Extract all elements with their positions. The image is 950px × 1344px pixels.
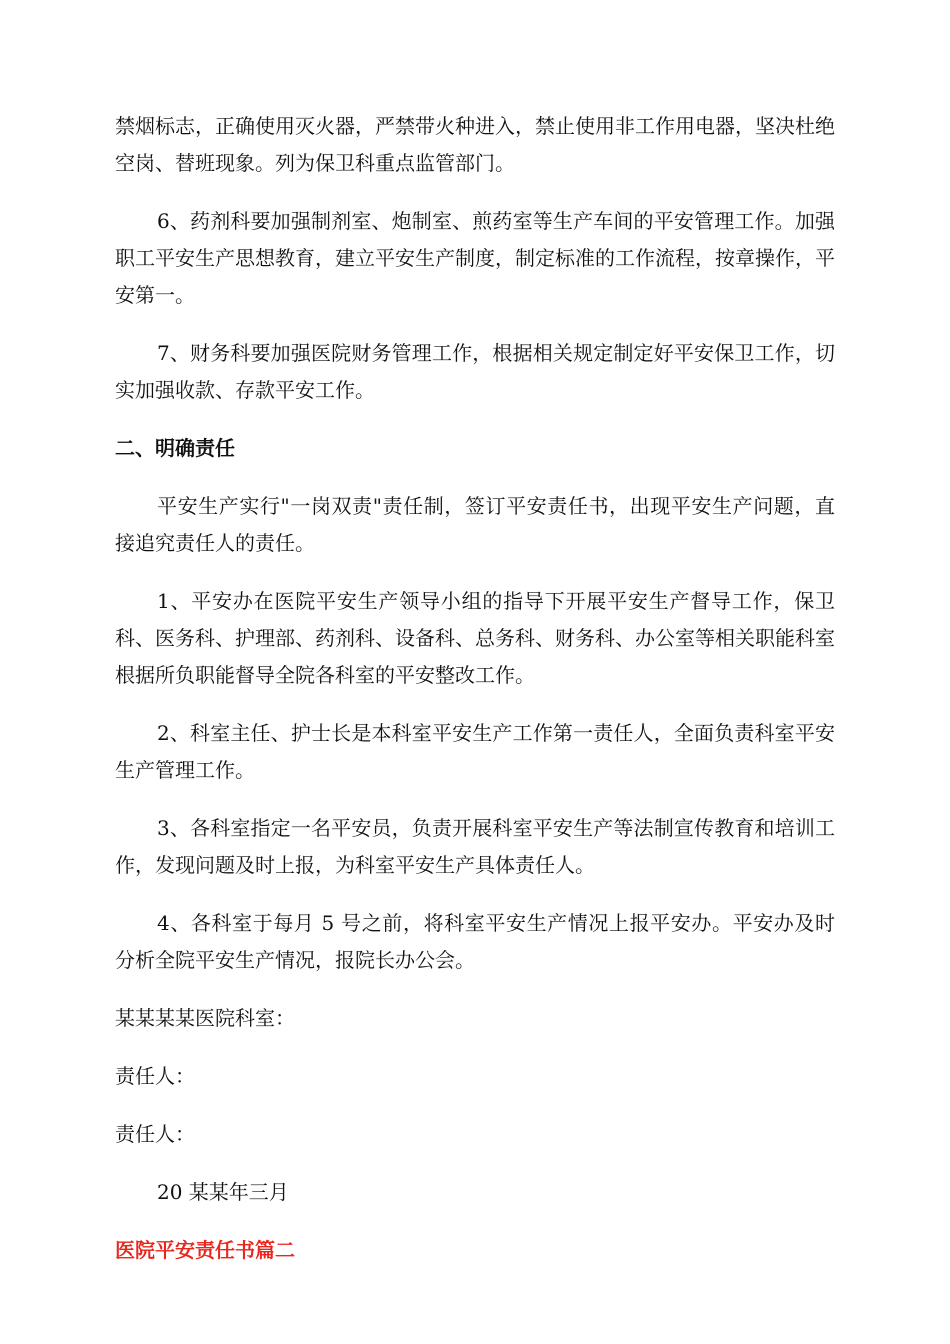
paragraph-item-7: 7、财务科要加强医院财务管理工作，根据相关规定制定好平安保卫工作，切实加强收款、存款平安工作。 bbox=[115, 341, 835, 402]
signature-responsible-1: 责任人： bbox=[115, 1064, 195, 1088]
paragraph-item-6: 6、药剂科要加强制剂室、炮制室、煎药室等生产车间的平安管理工作。加强职工平安生产思想教育，建立平安生产制度，制定标准的工作流程，按章操作，平安第一。 bbox=[115, 209, 835, 307]
document-page bbox=[115, 108, 835, 1269]
next-section-title: 医院平安责任书篇二 bbox=[115, 1238, 295, 1262]
signature-date: 20 某某年三月 bbox=[157, 1180, 289, 1204]
responsibility-item-4: 4、各科室于每月 5 号之前，将科室平安生产情况上报平安办。平安办及时分析全院平安生产情况，报院长办公会。 bbox=[115, 911, 835, 972]
paragraph-continuation: 禁烟标志，正确使用灭火器，严禁带火种进入，禁止使用非工作用电器，坚决杜绝空岗、替班现象。列为保卫科重点监管部门。 bbox=[115, 114, 835, 175]
responsibility-item-1: 1、平安办在医院平安生产领导小组的指导下开展平安生产督导工作，保卫科、医务科、护理部、药剂科、设备科、总务科、财务科、办公室等相关职能科室根据所负职能督导全院各科室的平安整改工作。 bbox=[115, 589, 835, 687]
signature-org: 某某某某医院科室： bbox=[115, 1006, 295, 1030]
section-intro: 平安生产实行"一岗双责"责任制，签订平安责任书，出现平安生产问题，直接追究责任人的责任。 bbox=[115, 494, 835, 555]
section-heading: 二、明确责任 bbox=[115, 436, 235, 460]
responsibility-item-3: 3、各科室指定一名平安员，负责开展科室平安生产等法制宣传教育和培训工作，发现问题及时上报，为科室平安生产具体责任人。 bbox=[115, 816, 835, 877]
responsibility-item-2: 2、科室主任、护士长是本科室平安生产工作第一责任人，全面负责科室平安生产管理工作。 bbox=[115, 721, 835, 782]
signature-responsible-2: 责任人： bbox=[115, 1122, 195, 1146]
